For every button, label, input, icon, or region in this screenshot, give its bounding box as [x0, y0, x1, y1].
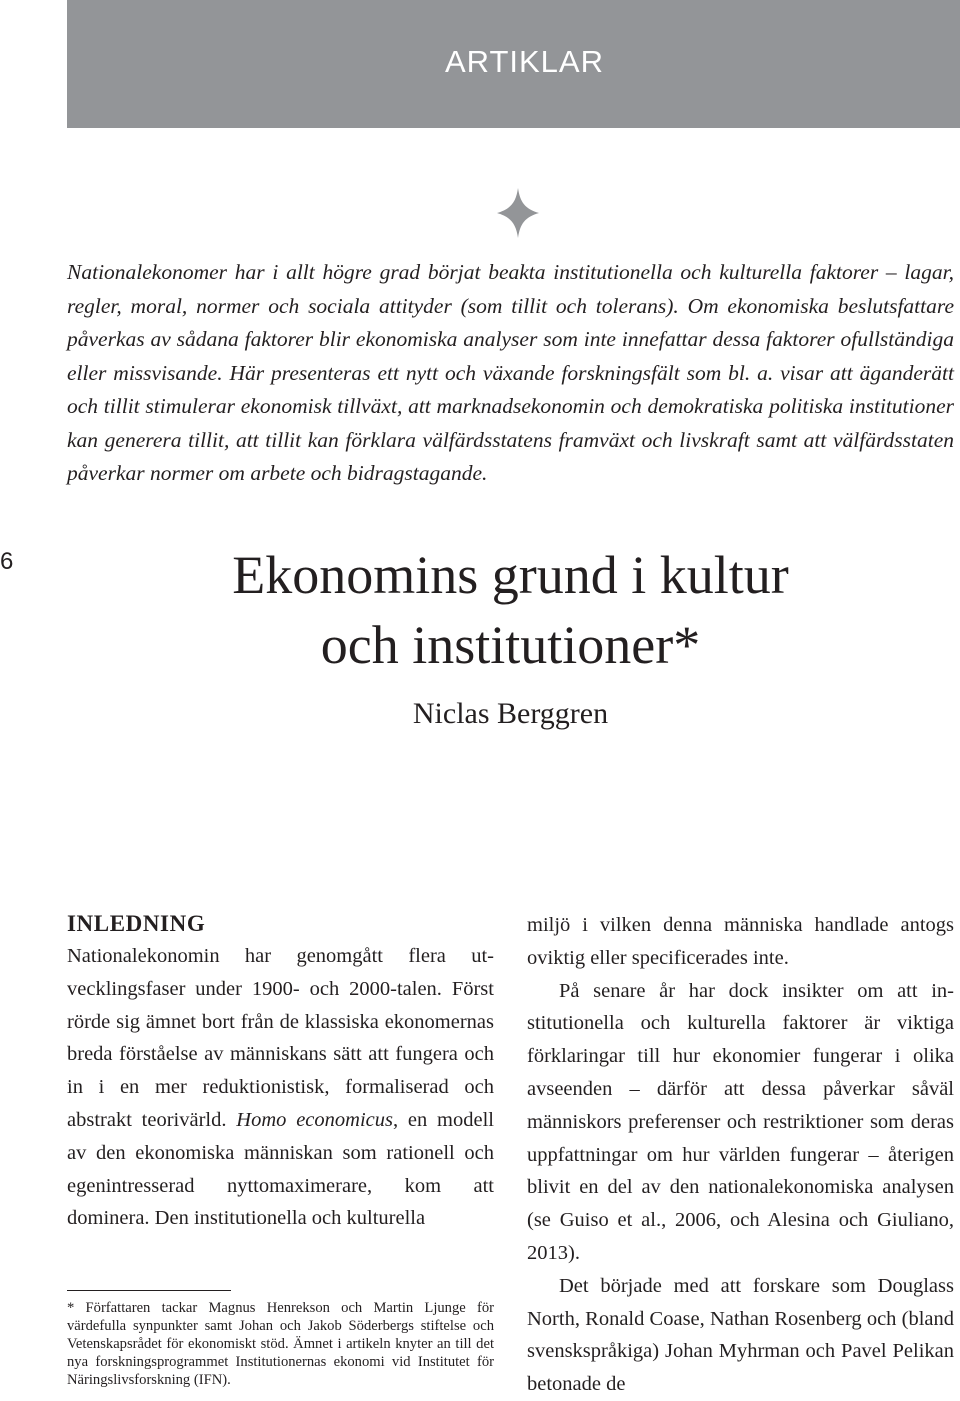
lead-paragraph: Nationalekonomer har i allt högre grad börjat beakta institutionella och kulturella faktorer – lagar, regler, moral, normer och sociala attityder (som tillit och tolerans). Om ekonomiska beslutsfattare påverkas av sådana faktorer blir ekonomiska analyser som inte innefattar dessa faktorer ofullständiga eller missvisande. Här presenteras ett nytt och växande forskningsfält som bl. a. visar att äganderätt och tillit stimulerar ekonomisk tillväxt, att marknadsekonomin och demokratiska politiska institutioner kan generera tillit, att tillit kan förklara välfärdsstatens framväxt och livskraft samt att välfärdsstaten påverkar normer om arbete och bidragstagande. — [67, 260, 954, 485]
star-ornament-icon — [497, 188, 539, 238]
article-title-line-2: och institutioner* — [320, 615, 701, 675]
emphasis-term: Homo economicus — [236, 1108, 393, 1131]
body-paragraph — [67, 940, 494, 1235]
body-text-segment: , en modell av den ekonomiska människan som rationell och egenintresserad nyttomaximerare, kom att dominera. Den institutionella och kulturella — [67, 1108, 494, 1230]
page-number: 6 — [0, 548, 14, 575]
article-title — [67, 540, 954, 680]
author-name: Niclas Berggren — [412, 697, 609, 730]
article-title-line-1: Ekonomins grund i kultur — [232, 545, 789, 605]
body-column-left — [67, 908, 494, 1235]
section-label: ARTIKLAR — [444, 44, 604, 79]
body-paragraph: miljö i vilken denna människa handlade antogs oviktig eller specificerades inte. — [527, 914, 954, 969]
body-paragraph: På senare år har dock insikter om att institutionella och kulturella faktorer är viktiga förklaringar till hur ekonomier fungerar i olika avseenden – därför att dessa påverkar såväl människors preferenser och restriktioner som deras uppfattningar om hur världen fungerar – återigen blivit en del av den nationalekonomiska analysen (se Guiso et al., 2006, och Alesina och Giuliano, 2013). — [527, 979, 954, 1264]
body-text-segment: Nationalekonomin har genomgått flera utvecklingsfaser under 1900- och 2000-talen. Först rörde sig ämnet bort från de klassiska ekonomernas breda förståelse av människans sätt att fungera och in i en mer reduktionistisk, formaliserad och abstrakt teorivärld. — [67, 945, 494, 1131]
footnote: * Författaren tackar Magnus Henrekson och Martin Ljunge för värdefulla synpunkter samt Johan och Jakob Söderbergs stiftelse och Vetenskapsrådet för ekonomiskt stöd. Ämnet i artikeln knyter an till det nya forskningsprogrammet Institutionernas ekonomi vid Institutet för Näringslivsforskning (IFN). — [67, 1300, 494, 1388]
section-heading: INLEDNING — [67, 911, 206, 936]
body-column-right — [527, 909, 954, 1401]
footnote-rule — [67, 1290, 231, 1291]
body-paragraph: Det började med att forskare som Douglass North, Ronald Coase, Nathan Rosenberg och (bland svenskspråkiga) Johan Myhrman och Pavel Pelikan betonade de — [527, 1274, 954, 1396]
